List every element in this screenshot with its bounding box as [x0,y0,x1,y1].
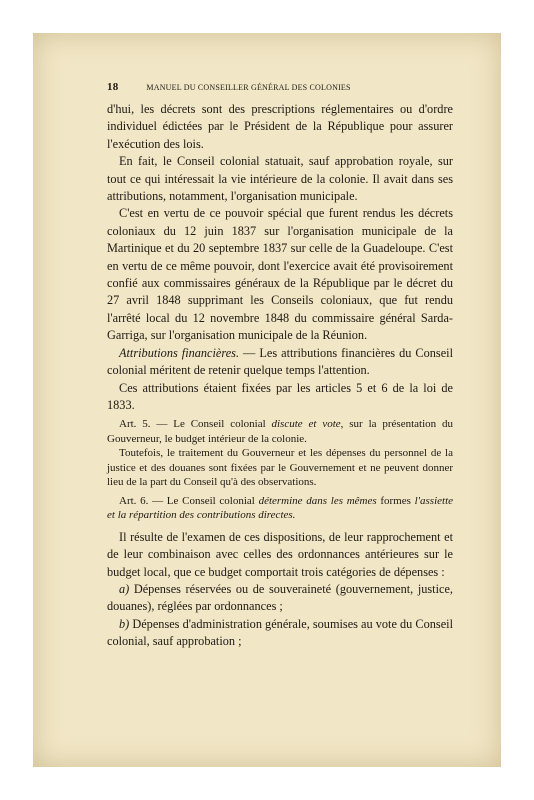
paragraph-2: En fait, le Conseil colonial statuait, sauf approbation royale, sur tout ce qui intéressait la vie intérieure de la colonie. Il avait dans ses attributions, notamment, l'organisation municipale. [107,154,453,204]
article-6-prefix: Art. 6. — Le Conseil colonial [119,494,259,507]
article-5-emphasis: discute et vote [271,418,341,431]
section-heading: Attributions financières. [119,345,240,360]
paragraph-6: Il résulte de l'examen de ces dispositions, de leur rapprochement et de leur combinaison avec celles des ordonnances antérieures sur le budget local, que ce budget comportait trois catégories de dépenses : [107,529,453,579]
book-page [33,33,501,767]
paragraph-8-text: Dépenses d'administration générale, soumises au vote du Conseil colonial, sauf approbation ; [107,616,453,649]
list-marker-b: b) [119,616,130,631]
article-6-mid: formes [376,494,415,507]
article-5-quote [107,417,453,490]
article-6-emphasis: détermine dans les mêmes [258,494,377,507]
paragraph-4-text: — Les attributions financières du Conseil colonial méritent de retenir quelque temps l'attention. [107,345,453,378]
page-header [107,81,453,93]
article-6 [107,494,453,523]
article-6-emphasis-2: l'assiette et la répartition des contributions directes. [107,494,454,522]
paragraph-5: Ces attributions étaient fixées par les articles 5 et 6 de la loi de 1833. [107,380,453,412]
paragraph-1: d'hui, les décrets sont des prescriptions réglementaires ou d'ordre individuel édictées par le Président de la République pour assurer l'exécution des lois. [107,102,453,151]
paragraph-7-text: Dépenses réservées ou de souveraineté (gouvernement, justice, douanes), réglées par ordonnances ; [107,582,453,614]
article-5-prefix: Art. 5. — Le Conseil colonial [119,418,272,431]
article-5 [107,417,453,446]
paragraph-4 [107,345,453,380]
paragraph-3: C'est en vertu de ce pouvoir spécial que furent rendus les décrets coloniaux du 12 juin 1837 sur l'organisation municipale de la Martinique et du 20 septembre 1837 sur celle de la Guadeloupe. C'est en vertu de ce même pouvoir, dont l'exercice avait été provisoirement confié aux commissaires généraux de la République par le décret du 27 avril 1848 supprimant les Conseils coloniaux, que fut rendu l'arrêté local du 12 novembre 1848 du commissaire général Sarda-Garriga, sur l'organisation municipale de la Réunion. [107,206,453,343]
article-6-quote [107,494,453,523]
list-marker-a: a) [119,582,130,597]
running-title: MANUEL DU CONSEILLER GÉNÉRAL DES COLONIES [146,83,351,92]
page-text [107,81,453,651]
paragraph-7 [107,581,453,616]
article-5-text: , sur la présentation du Gouverneur, le budget intérieur de la colonie. [107,418,454,445]
article-5-continuation: Toutefois, le traitement du Gouverneur et les dépenses du personnel de la justice et des douanes sont fixées par le Gouvernement et ne peuvent donner lieu de la part du Conseil qu'à des observations. [107,447,453,489]
paragraph-8 [107,616,453,651]
page-number: 18 [107,81,119,93]
